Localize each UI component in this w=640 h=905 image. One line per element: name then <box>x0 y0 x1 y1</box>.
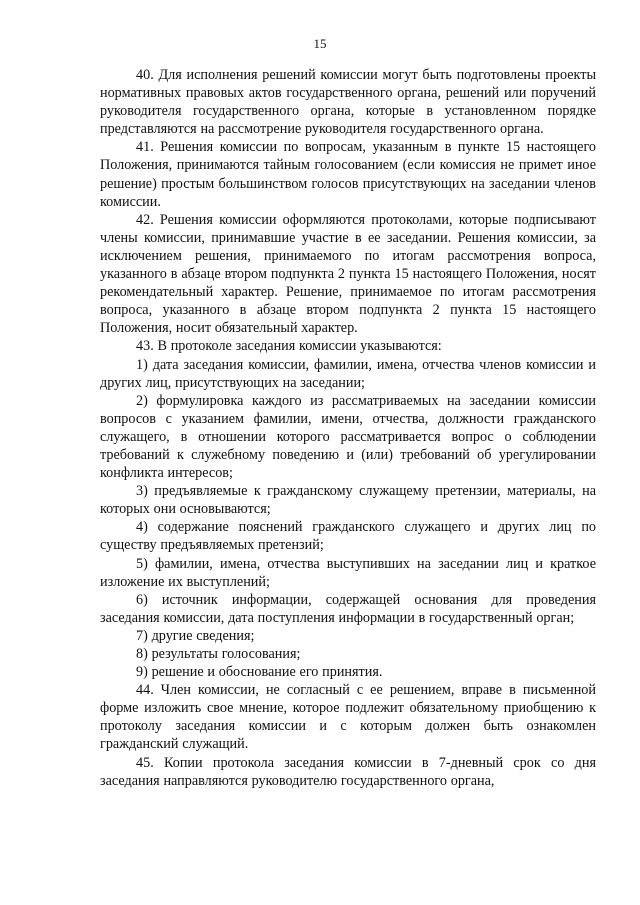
list-item-9: 9) решение и обоснование его принятия. <box>136 664 383 681</box>
list-item-3: 3) предъявляемые к гражданскому служащему претензии, материалы, на которых они основываются; <box>100 483 596 518</box>
list-item-8: 8) результаты голосования; <box>136 646 301 662</box>
page-number: 15 <box>313 36 327 51</box>
paragraph-44: 44. Член комиссии, не согласный с ее решением, вправе в письменной форме изложить свое мнение, которое подлежит обязательному приобщению к протоколу заседания комиссии и с которым должен быть ознакомлен гражданский служащий. <box>100 682 596 753</box>
list-item-4: 4) содержание пояснений гражданского служащего и других лиц по существу предъявляемых претензий; <box>100 519 596 554</box>
paragraph-41: 41. Решения комиссии по вопросам, указанным в пункте 15 настоящего Положения, принимаются тайным голосованием (если комиссия не примет иное решение) простым большинством голосов присутствующих на заседании членов комиссии. <box>100 139 596 210</box>
list-item-6: 6) источник информации, содержащей основания для проведения заседания комиссии, дата поступления информации в государственный орган; <box>100 591 596 626</box>
list-item-1: 1) дата заседания комиссии, фамилии, имена, отчества членов комиссии и других лиц, присутствующих на заседании; <box>100 356 596 391</box>
list-item-7: 7) другие сведения; <box>136 627 255 644</box>
document-body <box>100 66 596 790</box>
list-item-2: 2) формулировка каждого из рассматриваемых на заседании комиссии вопросов с указанием фамилии, имени, отчества, должности гражданского служащего, в отношении которого рассматривается вопрос о соблюдении требований к служебному поведению и (или) требований об урегулировании конфликта интересов; <box>100 392 596 482</box>
paragraph-43: 43. В протоколе заседания комиссии указываются: <box>136 338 442 355</box>
paragraph-45: 45. Копии протокола заседания комиссии в 7-дневный срок со дня заседания направляются руководителю государственного органа, <box>100 754 596 789</box>
paragraph-40: 40. Для исполнения решений комиссии могут быть подготовлены проекты нормативных правовых актов государственного органа, решений или поручений руководителя государственного органа, которые в установленном порядке представляются на рассмотрение руководителя государственного органа. <box>100 67 596 138</box>
list-item-5: 5) фамилии, имена, отчества выступивших на заседании лиц и краткое изложение их выступлений; <box>100 555 596 590</box>
paragraph-42: 42. Решения комиссии оформляются протоколами, которые подписывают члены комиссии, принимавшие участие в ее заседании. Решения комиссии, за исключением решения, принимаемого по итогам рассмотрения вопроса, указанного в абзаце втором подпункта 2 пункта 15 настоящего Положения, носят рекомендательный характер. Решение, принимаемое по итогам рассмотрения вопроса, указанного в абзаце втором подпункта 2 пункта 15 настоящего Положения, носит обязательный характер. <box>100 211 596 337</box>
